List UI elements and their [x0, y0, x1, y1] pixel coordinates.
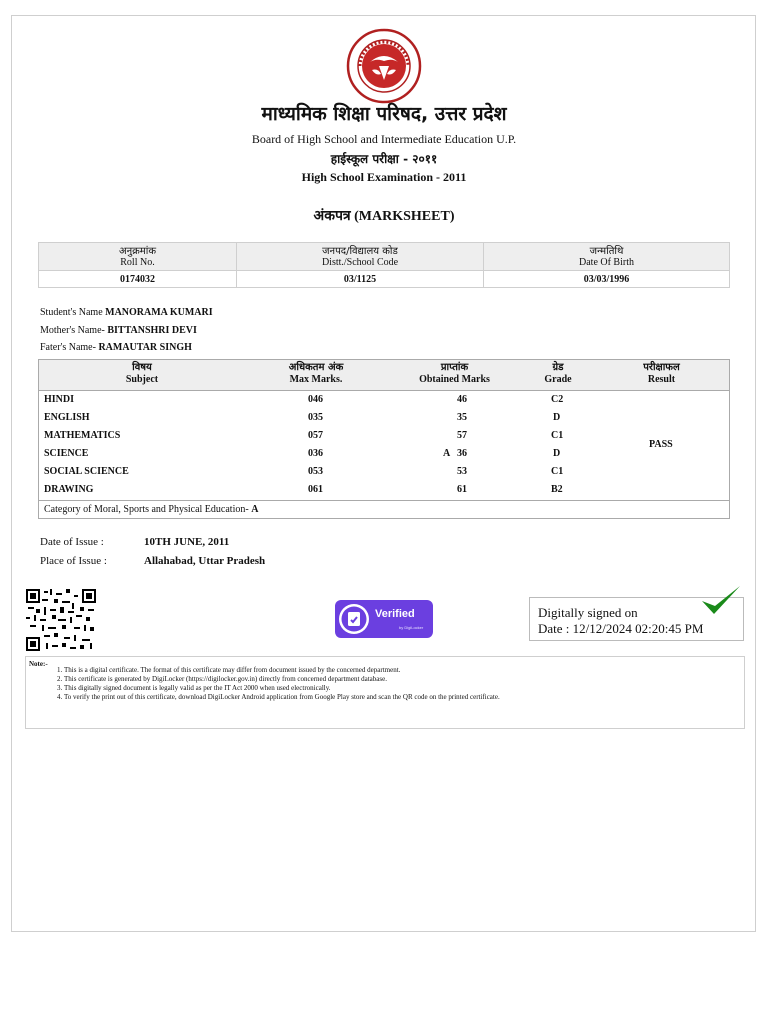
father-name-line: [40, 342, 192, 353]
max-marks: 046: [308, 394, 323, 405]
school-code-label-hindi: जनपद/विद्यालय कोड: [322, 245, 398, 257]
father-name: RAMAUTAR SINGH: [98, 342, 192, 353]
category-row: [39, 500, 729, 519]
place-of-issue: Allahabad, Uttar Pradesh: [144, 555, 266, 567]
marksheet-title-hindi: अंकपत्र: [313, 208, 351, 224]
obtained-marks: 46: [457, 394, 467, 405]
result-value: PASS: [649, 439, 673, 450]
qr-code-icon: [26, 589, 96, 651]
date-of-issue-label: Date of Issue :: [40, 536, 104, 548]
verified-document-icon: [338, 603, 370, 635]
grade: D: [553, 448, 561, 459]
max-marks-header: [245, 362, 387, 386]
obtained-marks: 35: [457, 412, 467, 423]
grade: B2: [551, 484, 563, 495]
up-government-seal-icon: [346, 28, 422, 104]
place-of-issue-label: Place of Issue :: [40, 555, 107, 567]
grade: C1: [551, 430, 564, 441]
signature-line-1: Digitally signed on: [538, 605, 638, 620]
roll-header: [39, 243, 237, 271]
obtained-marks-header: [387, 362, 522, 386]
student-name-label: Student's Name: [40, 307, 103, 318]
category-value: A: [251, 504, 259, 515]
subject-header-hindi: विषय: [132, 362, 152, 373]
obtained-header-hindi: प्राप्तांक: [440, 362, 469, 373]
obtained-marks: 53: [457, 466, 467, 477]
result-header-english: Result: [647, 374, 676, 385]
school-code: 03/1125: [237, 271, 484, 288]
mother-name: BITTANSHRI DEVI: [107, 325, 197, 336]
subject-name: MATHEMATICS: [44, 430, 121, 441]
exam-name-english: High School Examination - 2011: [301, 170, 467, 184]
grade: D: [553, 412, 561, 423]
student-name: MANORAMA KUMARI: [105, 307, 213, 318]
subject-row: [39, 394, 729, 410]
verified-sublabel: by DigiLocker: [399, 625, 424, 630]
subject-row: [39, 448, 729, 464]
note-item: 4. To verify the print out of this certificate, download DigiLocker Android application from Google Play store and scan the QR code on the printed certificate.: [64, 693, 500, 702]
subject-name: SOCIAL SCIENCE: [44, 466, 129, 477]
note-item: 1. This is a digital certificate. The format of this certificate may differ from document issued by the concerned department.: [64, 666, 500, 675]
obtained-marks: 61: [457, 484, 467, 495]
grade-header: [522, 362, 594, 386]
mother-name-line: [40, 325, 197, 336]
notes-box: [25, 656, 745, 729]
school-code-header: [237, 243, 484, 271]
grade: C1: [551, 466, 564, 477]
notes-title: Note:-: [29, 660, 48, 668]
grade: C2: [551, 394, 564, 405]
subject-name: ENGLISH: [44, 412, 90, 423]
notes-list: [54, 666, 500, 702]
max-marks: 035: [308, 412, 323, 423]
marks-table-header: [39, 360, 729, 391]
marks-table: [38, 359, 730, 519]
max-marks-header-english: Max Marks.: [289, 374, 343, 385]
result-header-hindi: परीक्षाफल: [643, 362, 680, 373]
roll-label-english: Roll No.: [120, 256, 155, 268]
max-marks: 057: [308, 430, 323, 441]
signature-valid-check-icon: [700, 584, 742, 618]
school-code-label-english: Distt./School Code: [321, 256, 399, 268]
digilocker-verified-badge: [335, 600, 433, 638]
result-header: [594, 362, 729, 386]
roll-number: 0174032: [39, 271, 237, 288]
board-name-hindi: माध्यमिक शिक्षा परिषद, उत्तर प्रदेश: [261, 103, 507, 125]
exam-name-hindi: हाईस्कूल परीक्षा - २०११: [330, 152, 438, 166]
roll-label-hindi: अनुक्रमांक: [118, 245, 157, 257]
grade-header-english: Grade: [544, 374, 572, 385]
student-id-table: [38, 242, 730, 288]
marksheet-title-english: (MARKSHEET): [354, 209, 455, 224]
max-marks: 061: [308, 484, 323, 495]
father-name-label: Fater's Name-: [40, 342, 96, 353]
dob-label-english: Date Of Birth: [579, 256, 634, 268]
date-of-birth: 03/03/1996: [484, 271, 730, 288]
obtained-marks: 36: [457, 448, 467, 459]
max-marks: 036: [308, 448, 323, 459]
subject-name: DRAWING: [44, 484, 94, 495]
board-name-english: Board of High School and Intermediate Education U.P.: [251, 132, 517, 146]
verified-label: Verified: [375, 608, 415, 620]
note-item: 2. This certificate is generated by DigiLocker (https://digilocker.gov.in) directly from concerned department database.: [64, 675, 500, 684]
category-label: Category of Moral, Sports and Physical Education-: [44, 504, 249, 515]
max-marks-header-hindi: अधिकतम अंक: [288, 362, 344, 373]
max-marks: 053: [308, 466, 323, 477]
signature-line-2: Date : 12/12/2024 02:20:45 PM: [538, 621, 704, 636]
date-of-issue: 10TH JUNE, 2011: [144, 536, 230, 548]
marks-prefix: A: [443, 448, 451, 459]
subject-row: [39, 466, 729, 482]
dob-header: [484, 243, 730, 271]
obtained-header-english: Obtained Marks: [419, 374, 490, 385]
dob-label-hindi: जन्मतिथि: [589, 245, 624, 257]
student-name-line: [40, 307, 213, 318]
subject-header-english: Subject: [125, 374, 159, 385]
subject-row: [39, 412, 729, 428]
subject-row: [39, 430, 729, 446]
grade-header-hindi: ग्रेड: [552, 362, 564, 373]
subject-name: SCIENCE: [44, 448, 89, 459]
subject-header: [39, 362, 245, 386]
subject-name: HINDI: [44, 394, 75, 405]
mother-name-label: Mother's Name-: [40, 325, 105, 336]
obtained-marks: 57: [457, 430, 467, 441]
marksheet-title: [0, 206, 768, 225]
subject-row: [39, 484, 729, 500]
note-item: 3. This digitally signed document is legally valid as per the IT Act 2000 when used electronically.: [64, 684, 500, 693]
